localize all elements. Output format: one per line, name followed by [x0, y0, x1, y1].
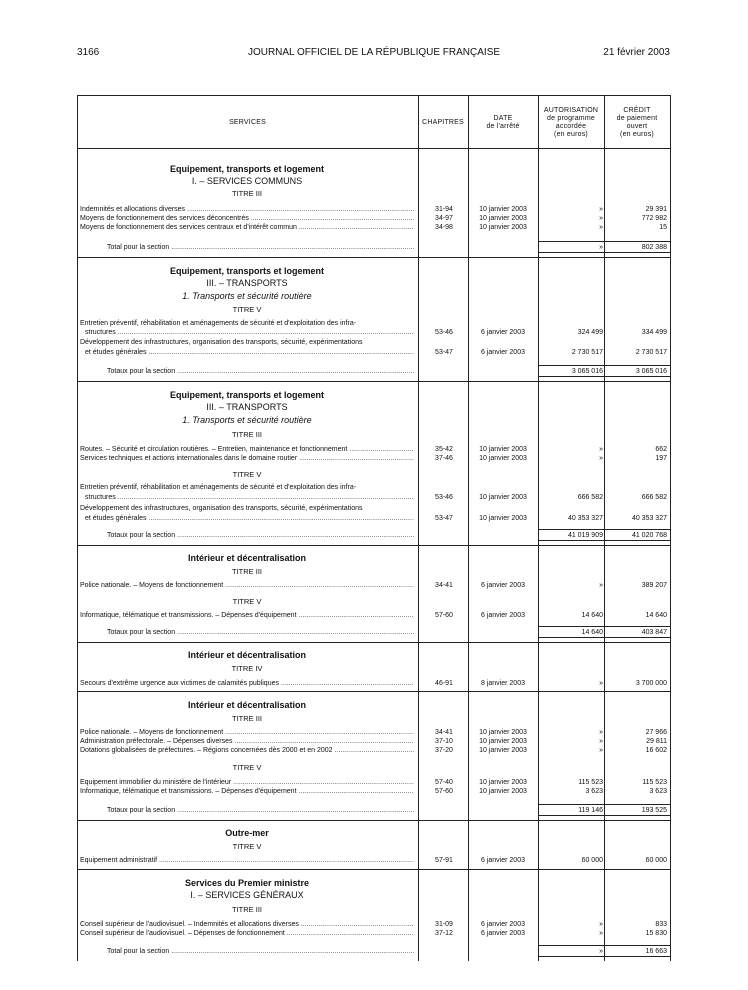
table-row: structures ..... 53-46 6 janvier 2003 324 499 334 499: [77, 328, 671, 337]
titre-heading: TITRE V: [232, 842, 262, 851]
total-row: Totaux pour la section ..... 41 019 909 41 020 768: [77, 531, 671, 540]
column-header-chapitres: CHAPITRES: [422, 119, 464, 126]
section-title: Equipement, transports et logement: [169, 266, 325, 276]
section-subtitle: III. – TRANSPORTS: [206, 278, 288, 288]
table-top-border: [77, 95, 671, 96]
section-title: Equipement, transports et logement: [169, 390, 325, 400]
table-row: et études générales ..... 53-47 10 janvier 2003 40 353 327 40 353 327: [77, 514, 671, 523]
section-subtitle: III. – TRANSPORTS: [206, 402, 288, 412]
table-row: Moyens de fonctionnement des services centraux et d'intérêt commun ..... 34-98 10 janvier 2003 » 15: [77, 223, 671, 232]
page-number: 3166: [77, 47, 100, 58]
table-row: Informatique, télématique et transmissions. – Dépenses d'équipement ..... 57-60 6 janvier 2003 14 640 14 640: [77, 611, 671, 620]
table-row: Administration préfectorale. – Dépenses diverses ..... 37-10 10 janvier 2003 » 29 811: [77, 737, 671, 746]
table-row: Police nationale. – Moyens de fonctionnement ..... 34-41 10 janvier 2003 » 27 966: [77, 728, 671, 737]
section-divider: [77, 642, 671, 643]
table-row: Equipement administratif ..... 57-91 6 janvier 2003 60 000 60 000: [77, 856, 671, 865]
table-row: Indemnités et allocations diverses ..... 31-94 10 janvier 2003 » 29 391: [77, 205, 671, 214]
table-row: Secours d'extrême urgence aux victimes de calamités publiques ..... 46-91 8 janvier 2003 » 3 700 000: [77, 679, 671, 688]
column-header-date: DATE de l'arrêté: [486, 115, 520, 130]
table-row: Moyens de fonctionnement des services déconcentrés ..... 34-97 10 janvier 2003 » 772 982: [77, 214, 671, 223]
appropriations-table: [77, 95, 671, 961]
table-row: Conseil supérieur de l'audiovisuel. – Dépenses de fonctionnement ..... 37-12 6 janvier 2003 » 15 830: [77, 929, 671, 938]
publication-date: 21 février 2003: [603, 47, 670, 58]
section-title: Intérieur et décentralisation: [187, 553, 307, 563]
column-header-credit: CRÉDIT de paiement ouvert (en euros): [616, 107, 658, 138]
titre-heading: TITRE III: [232, 189, 262, 198]
section-divider: [77, 869, 671, 870]
table-row-continued: Développement des infrastructures, organisation des transports, sécurité, expérimentations: [80, 505, 363, 512]
section-title: Intérieur et décentralisation: [187, 700, 307, 710]
table-row: Police nationale. – Moyens de fonctionnement ..... 34-41 6 janvier 2003 » 389 207: [77, 581, 671, 590]
titre-heading: TITRE V: [232, 305, 262, 314]
table-row-continued: Entretien préventif, réhabilitation et aménagements de sécurité et d'exploitation des infra-: [80, 320, 357, 327]
section-title: Outre-mer: [225, 828, 269, 838]
section-divider: [77, 691, 671, 692]
section-divider: [77, 545, 671, 546]
table-row: Services techniques et actions internationales dans le domaine routier ..... 37-46 10 janvier 2003 » 197: [77, 454, 671, 463]
table-row-continued: Développement des infrastructures, organisation des transports, sécurité, expérimentations: [80, 339, 363, 346]
section-subtitle: I. – SERVICES COMMUNS: [191, 176, 303, 186]
column-header-autorisation: AUTORISATION de programme accordée (en euros): [543, 107, 599, 138]
table-row: Conseil supérieur de l'audiovisuel. – Indemnités et allocations diverses ..... 31-09 6 janvier 2003 » 833: [77, 920, 671, 929]
journal-title: JOURNAL OFFICIEL DE LA RÉPUBLIQUE FRANÇAISE: [247, 47, 501, 58]
titre-heading: TITRE III: [232, 905, 262, 914]
titre-heading: TITRE V: [232, 597, 262, 606]
section-divider: [77, 381, 671, 382]
titre-heading: TITRE IV: [231, 664, 263, 673]
section-divider: [77, 820, 671, 821]
section-subtitle-italic: 1. Transports et sécurité routière: [182, 291, 312, 301]
column-header-services: SERVICES: [229, 119, 266, 126]
titre-heading: TITRE V: [232, 470, 262, 479]
titre-heading: TITRE III: [232, 567, 262, 576]
table-row: Dotations globalisées de préfectures. – Régions concernées dès 2000 et en 2002 ..... 37-20 10 janvier 2003 » 16 602: [77, 746, 671, 755]
titre-heading: TITRE III: [232, 430, 262, 439]
section-title: Intérieur et décentralisation: [187, 650, 307, 660]
table-row: Routes. – Sécurité et circulation routières. – Entretien, maintenance et fonctionnement ..... 35-42 10 janvier 2003 » 662: [77, 445, 671, 454]
total-row: Total pour la section ..... » 16 663: [77, 947, 671, 956]
total-row: Totaux pour la section ..... 3 065 016 3 065 016: [77, 367, 671, 376]
total-row: Totaux pour la section ..... 119 146 193 525: [77, 806, 671, 815]
total-row: Totaux pour la section ..... 14 640 403 847: [77, 628, 671, 637]
titre-heading: TITRE III: [232, 714, 262, 723]
section-title: Equipement, transports et logement: [169, 164, 325, 174]
table-row-continued: Entretien préventif, réhabilitation et aménagements de sécurité et d'exploitation des infra-: [80, 484, 357, 491]
table-row: et études générales ..... 53-47 6 janvier 2003 2 730 517 2 730 517: [77, 348, 671, 357]
total-row: Total pour la section ..... » 802 388: [77, 243, 671, 252]
table-row: structures ..... 53-46 10 janvier 2003 666 582 666 582: [77, 493, 671, 502]
section-subtitle-italic: 1. Transports et sécurité routière: [182, 415, 312, 425]
table-row: Informatique, télématique et transmissions. – Dépenses d'équipement ..... 57-60 10 janvier 2003 3 623 3 623: [77, 787, 671, 796]
titre-heading: TITRE V: [232, 763, 262, 772]
header-bottom-border: [77, 148, 671, 149]
table-row: Equipement immobilier du ministère de l'intérieur ..... 57-40 10 janvier 2003 115 523 115 523: [77, 778, 671, 787]
section-divider: [77, 257, 671, 258]
section-title: Services du Premier ministre: [184, 878, 310, 888]
section-subtitle: I. – SERVICES GÉNÉRAUX: [190, 890, 304, 900]
